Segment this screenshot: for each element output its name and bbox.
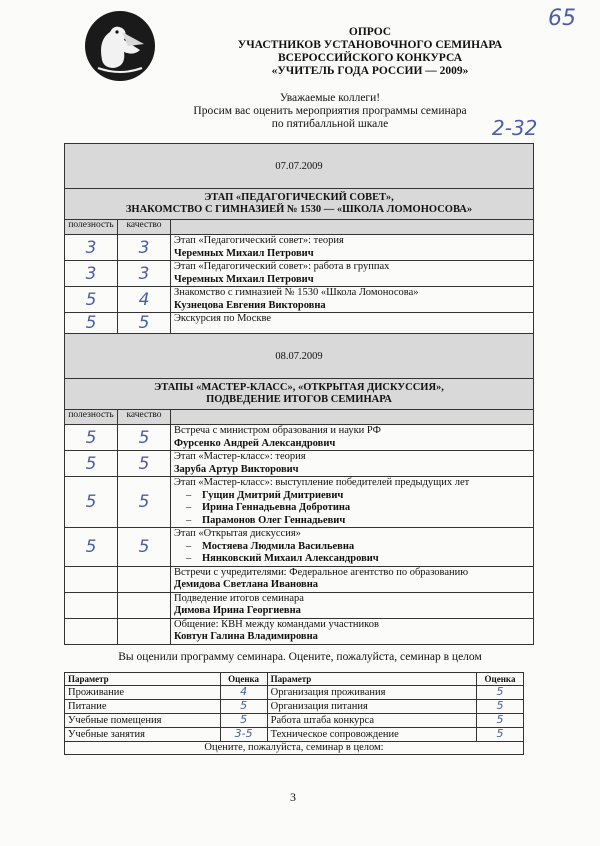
event-title: Этап «Педагогический совет»: теория (174, 235, 344, 246)
event-speaker: Ковтун Галина Владимировна (174, 631, 318, 642)
table-row (65, 714, 524, 728)
event-title: Общение: КВН между командами участников (174, 618, 379, 630)
day2-stage: ЭТАПЫ «МАСТЕР-КЛАСС», «ОТКРЫТАЯ ДИСКУССИЯ», ПОДВЕДЕНИЕ ИТОГОВ СЕМИНАРА (65, 379, 534, 410)
speaker-list (174, 541, 530, 566)
usefulness-cell[interactable] (65, 618, 118, 644)
table-row (65, 451, 534, 477)
event-title: Подведение итогов семинара (174, 592, 304, 604)
table-row (65, 618, 534, 644)
quality-cell[interactable]: 5 (118, 477, 171, 528)
usefulness-cell[interactable]: 3 (65, 235, 118, 261)
event-title: Встреча с министром образования и науки РФ (174, 425, 381, 436)
param-name: Проживание (65, 686, 221, 700)
event-speaker: Черемных Михаил Петрович (174, 273, 314, 285)
param-header: Параметр (65, 673, 221, 686)
param-header: Параметр (267, 673, 476, 686)
header-quality: качество (118, 410, 171, 425)
score-cell[interactable]: 5 (477, 728, 524, 742)
overall-rating-row[interactable]: Оцените, пожалуйста, семинар в целом: (65, 742, 524, 755)
usefulness-cell[interactable] (65, 592, 118, 618)
event-title: Знакомство с гимназией № 1530 «Школа Ломоносова» (174, 287, 419, 298)
header-usefulness: полезность (65, 410, 118, 425)
event-title: Этап «Мастер-класс»: выступление победителей предыдущих лет (174, 477, 470, 488)
survey-title: ОПРОС УЧАСТНИКОВ УСТАНОВОЧНОГО СЕМИНАРА ВСЕРОССИЙСКОГО КОНКУРСА «УЧИТЕЛЬ ГОДА РОССИИ — 2009» (237, 26, 503, 77)
table-row (65, 425, 534, 451)
usefulness-cell[interactable]: 5 (65, 451, 118, 477)
day1-stage: ЭТАП «ПЕДАГОГИЧЕСКИЙ СОВЕТ», ЗНАКОМСТВО С ГИМНАЗИЕЙ № 1530 — «ШКОЛА ЛОМОНОСОВА» (65, 189, 534, 220)
score-header: Оценка (220, 673, 267, 686)
list-item: – Парамонов Олег Геннадьевич (186, 515, 530, 528)
quality-cell[interactable] (118, 566, 171, 592)
page-number: 3 (290, 790, 296, 804)
usefulness-cell[interactable]: 5 (65, 313, 118, 334)
table-row (65, 287, 534, 313)
event-speaker: Кузнецова Евгения Викторовна (174, 299, 326, 311)
header-quality: качество (118, 220, 171, 235)
event-title: Встречи с учредителями: Федеральное агентство по образованию (174, 566, 469, 578)
event-speaker: Демидова Светлана Ивановна (174, 579, 319, 590)
quality-cell[interactable] (118, 592, 171, 618)
day2-date: 08.07.2009 (65, 334, 534, 379)
event-speaker: Черемных Михаил Петрович (174, 247, 314, 259)
score-cell[interactable]: 5 (220, 700, 267, 714)
quality-cell[interactable]: 3 (118, 261, 171, 287)
usefulness-cell[interactable] (65, 566, 118, 592)
table-row (65, 728, 524, 742)
event-speaker: Заруба Артур Викторович (174, 463, 299, 475)
quality-cell[interactable]: 3 (118, 235, 171, 261)
list-item: – Гущин Дмитрий Дмитриевич (186, 490, 530, 503)
quality-cell[interactable]: 5 (118, 528, 171, 567)
rating-table (64, 672, 524, 755)
param-name: Организация проживания (267, 686, 476, 700)
param-name: Организация питания (267, 700, 476, 714)
table-row (65, 235, 534, 261)
score-cell[interactable]: 5 (477, 714, 524, 728)
greeting: Уважаемые коллеги! Просим вас оценить мероприятия программы семинара по пятибалльной шкале (193, 92, 467, 130)
event-title: Этап «Педагогический совет»: работа в группах (174, 261, 390, 272)
usefulness-cell[interactable]: 3 (65, 261, 118, 287)
table-row (65, 477, 534, 528)
header-usefulness: полезность (65, 220, 118, 235)
score-header: Оценка (477, 673, 524, 686)
event-title: Этап «Мастер-класс»: теория (174, 451, 306, 462)
quality-cell[interactable]: 5 (118, 313, 171, 334)
score-cell[interactable]: 5 (477, 686, 524, 700)
score-cell[interactable]: 5 (477, 700, 524, 714)
quality-cell[interactable]: 5 (118, 451, 171, 477)
table-row (65, 261, 534, 287)
quality-cell[interactable]: 4 (118, 287, 171, 313)
table-row (65, 700, 524, 714)
pelican-logo (84, 10, 156, 82)
event-title: Этап «Открытая дискуссия» (174, 528, 301, 539)
list-item: – Мостяева Людмила Васильевна (186, 541, 530, 554)
table-row (65, 592, 534, 618)
param-name: Техническое сопровождение (267, 728, 476, 742)
param-name: Учебные занятия (65, 728, 221, 742)
quality-cell[interactable]: 5 (118, 425, 171, 451)
table-row (65, 686, 524, 700)
usefulness-cell[interactable]: 5 (65, 287, 118, 313)
list-item: – Ирина Геннадьевна Добротина (186, 502, 530, 515)
handwritten-corner-number: 65 (548, 6, 576, 31)
usefulness-cell[interactable]: 5 (65, 425, 118, 451)
program-table (64, 143, 534, 645)
score-cell[interactable]: 4 (220, 686, 267, 700)
table-row (65, 313, 534, 334)
score-cell[interactable]: 5 (220, 714, 267, 728)
table-row (65, 566, 534, 592)
handwritten-page-code: 2-32 (492, 116, 538, 140)
param-name: Учебные помещения (65, 714, 221, 728)
score-cell[interactable]: 3-5 (220, 728, 267, 742)
table-row (65, 528, 534, 567)
event-speaker: Димова Ирина Георгиевна (174, 605, 301, 616)
param-name: Питание (65, 700, 221, 714)
event-speaker: Фурсенко Андрей Александрович (174, 437, 336, 449)
usefulness-cell[interactable]: 5 (65, 477, 118, 528)
rating-intro: Вы оценили программу семинара. Оцените, пожалуйста, семинар в целом (118, 651, 482, 663)
usefulness-cell[interactable]: 5 (65, 528, 118, 567)
param-name: Работа штаба конкурса (267, 714, 476, 728)
list-item: – Нянковский Михаил Александрович (186, 553, 530, 566)
day1-date: 07.07.2009 (65, 144, 534, 189)
quality-cell[interactable] (118, 618, 171, 644)
event-title: Экскурсия по Москве (174, 313, 272, 324)
speaker-list (174, 490, 530, 528)
